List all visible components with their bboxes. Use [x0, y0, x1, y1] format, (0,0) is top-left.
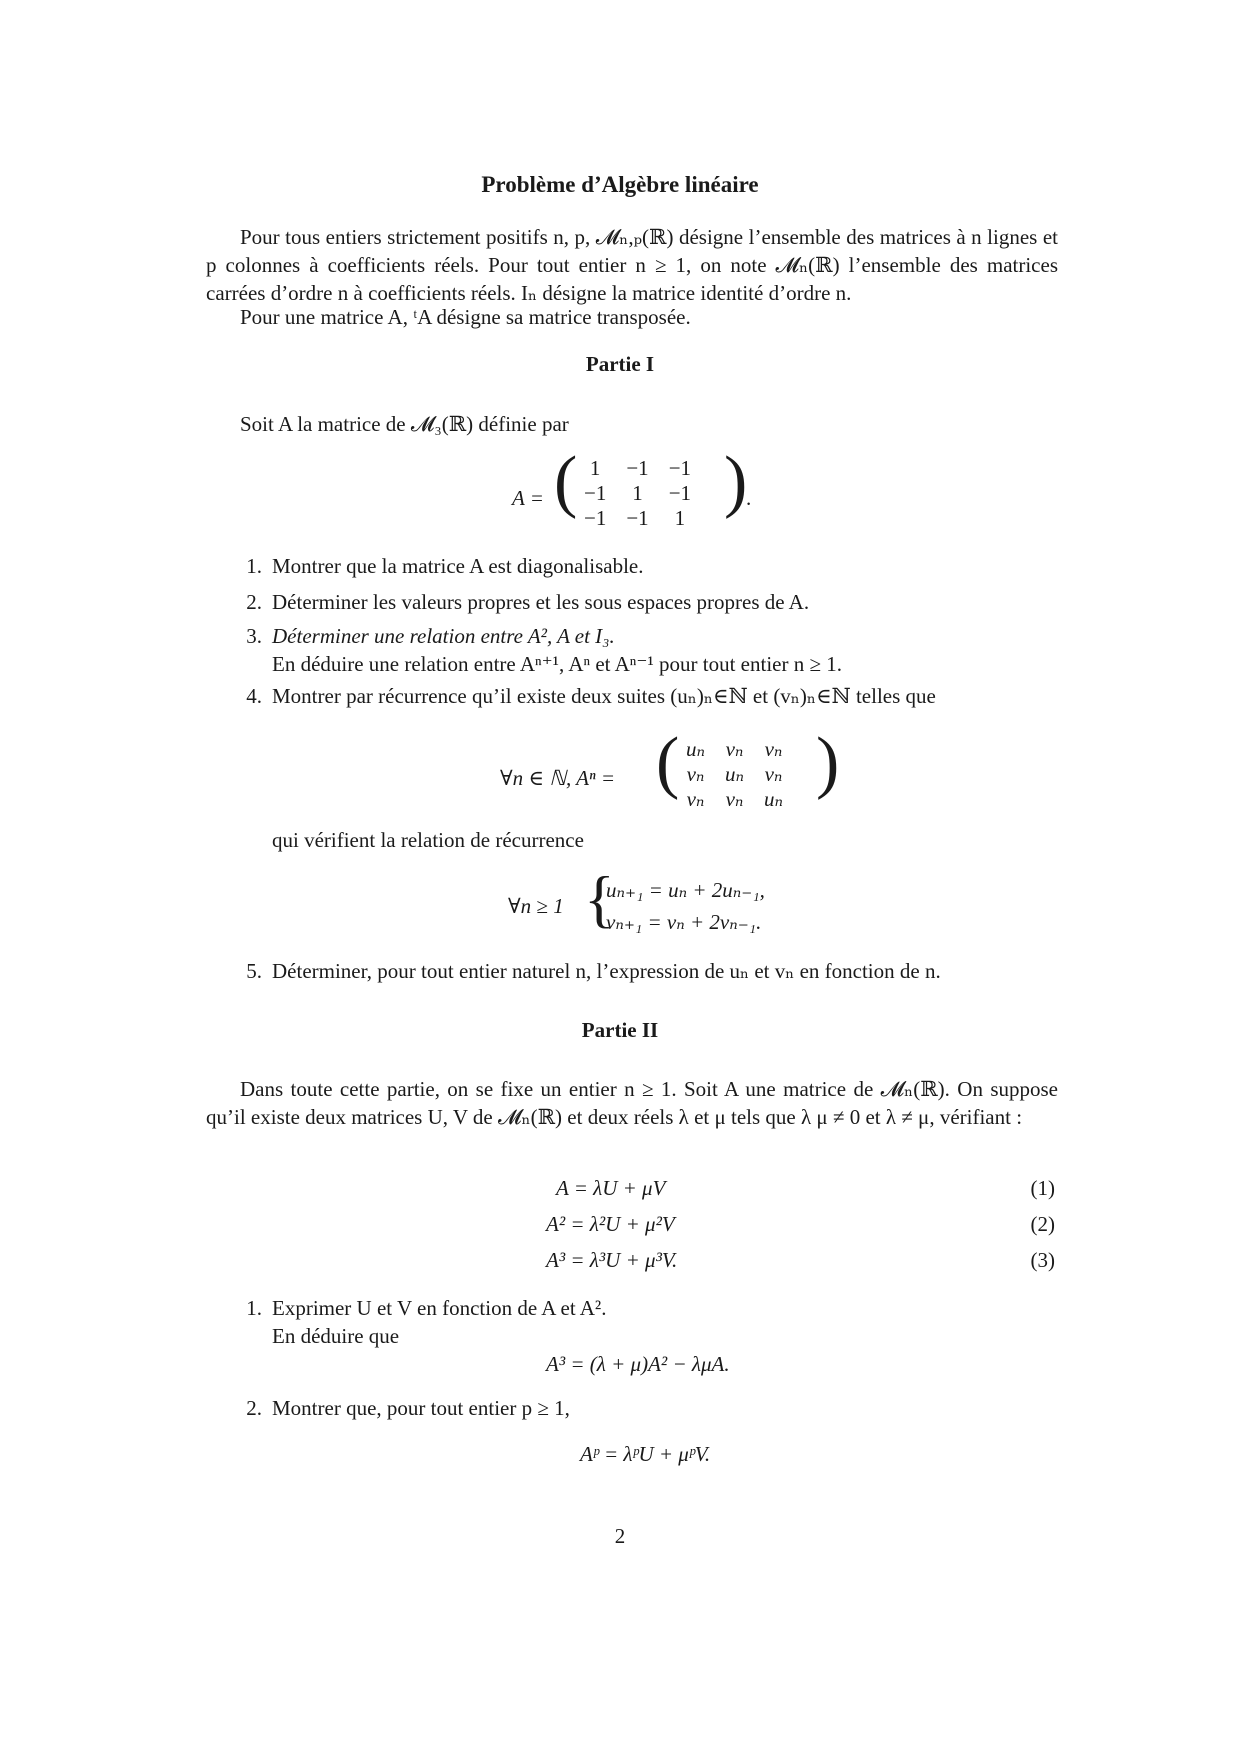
an-right-paren: ) [816, 724, 840, 801]
part1-item-3 [232, 622, 1062, 682]
item-text: Déterminer les valeurs propres et les sous espaces propres de A. [272, 590, 810, 614]
item-number: 3. [246, 624, 262, 648]
recurrence-lead: qui vérifient la relation de récurrence [272, 828, 584, 852]
an-left-paren: ( [656, 724, 680, 801]
recurrence-line-u: uₙ₊₁ = uₙ + 2uₙ₋₁, [606, 878, 765, 902]
intro-paragraph: Pour tous entiers strictement positifs n, p, 𝓜ₙ,ₚ(ℝ) désigne l’ensemble des matrices à n lignes et p colonnes à coefficients réels. Pour tout entier n ≥ 1, on note 𝓜ₙ(ℝ) l’ensemble des matrices carrées d’ordre n à coefficients réels. Iₙ désigne la matrice identité d’ordre n. [206, 225, 1058, 305]
equation-tag-3: (3) [1030, 1248, 1055, 1272]
matrix-a-cell: 1 [589, 456, 601, 480]
matrix-a-label: A = [512, 486, 544, 510]
part1-lead: Soit A la matrice de 𝓜₃(ℝ) définie par [240, 412, 569, 436]
part2-intro: Dans toute cette partie, on se fixe un entier n ≥ 1. Soit A une matrice de 𝓜ₙ(ℝ). On suppose qu’il existe deux matrices U, V de 𝓜ₙ(ℝ) et deux réels λ et μ tels que λ μ ≠ 0 et λ ≠ μ, vérifiant : [206, 1077, 1058, 1129]
an-cell: vₙ [686, 787, 705, 811]
matrix-a-period: . [746, 486, 752, 510]
recurrence-line-v: vₙ₊₁ = vₙ + 2vₙ₋₁. [606, 910, 762, 934]
equation-tag-1: (1) [1030, 1176, 1055, 1200]
part2-formula-1: A³ = (λ + μ)A² − λμA. [546, 1352, 730, 1376]
item-text: Montrer par récurrence qu’il existe deux suites (uₙ)ₙ∈ℕ et (vₙ)ₙ∈ℕ telles que [272, 684, 936, 708]
matrix-a-cell: −1 [668, 456, 692, 480]
item-text: Déterminer, pour tout entier naturel n, l’expression de uₙ et vₙ en fonction de n. [272, 959, 941, 983]
an-cell: vₙ [764, 762, 783, 786]
item-number: 4. [246, 684, 262, 708]
matrix-a [574, 456, 701, 531]
item-text-continued: En déduire une relation entre Aⁿ⁺¹, Aⁿ et Aⁿ⁻¹ pour tout entier n ≥ 1. [272, 652, 842, 676]
recurrence-brace: { [584, 863, 615, 934]
equation-1: A = λU + μV [556, 1176, 666, 1200]
matrix-a-right-paren: ) [724, 443, 748, 520]
item-number: 5. [246, 959, 262, 983]
equation-tag-2: (2) [1030, 1212, 1055, 1236]
item-text-continued: En déduire que [272, 1324, 400, 1348]
matrix-a-left-paren: ( [554, 443, 578, 520]
an-cell: vₙ [725, 787, 744, 811]
equation-2: A² = λ²U + μ²V [546, 1212, 675, 1236]
item-text: Montrer que la matrice A est diagonalisable. [272, 554, 644, 578]
matrix-a-cell: −1 [584, 506, 607, 530]
page-number: 2 [614, 1524, 626, 1548]
an-matrix [676, 737, 793, 812]
item-number: 2. [246, 590, 262, 614]
an-cell: vₙ [764, 737, 783, 761]
part2-formula-2: Aᵖ = λᵖU + μᵖV. [580, 1442, 711, 1466]
matrix-a-cell: −1 [626, 456, 649, 480]
matrix-a-cell: −1 [584, 481, 607, 505]
item-number: 1. [246, 554, 262, 578]
an-cell: uₙ [725, 762, 745, 786]
an-label: ∀n ∈ ℕ, Aⁿ = [500, 766, 616, 790]
item-text: Montrer que, pour tout entier p ≥ 1, [272, 1396, 570, 1420]
item-text: Déterminer une relation entre A², A et I₃. [272, 624, 615, 648]
item-number: 2. [246, 1396, 262, 1420]
matrix-a-cell: 1 [632, 481, 643, 505]
an-cell: vₙ [686, 762, 705, 786]
an-cell: uₙ [686, 737, 706, 761]
recurrence-label: ∀n ≥ 1 [508, 894, 564, 918]
part2-heading: Partie II [581, 1018, 659, 1042]
an-cell: vₙ [725, 737, 744, 761]
item-number: 1. [246, 1296, 262, 1320]
document-title: Problème d’Algèbre linéaire [481, 172, 759, 197]
matrix-a-cell: 1 [674, 506, 686, 530]
matrix-a-cell: −1 [668, 481, 692, 505]
intro-transpose-note: Pour une matrice A, ᵗA désigne sa matrice transposée. [240, 305, 691, 329]
equation-3: A³ = λ³U + μ³V. [546, 1248, 678, 1272]
part1-heading: Partie I [585, 352, 655, 376]
matrix-a-cell: −1 [626, 506, 649, 530]
an-cell: uₙ [764, 787, 784, 811]
item-text: Exprimer U et V en fonction de A et A². [272, 1296, 607, 1320]
